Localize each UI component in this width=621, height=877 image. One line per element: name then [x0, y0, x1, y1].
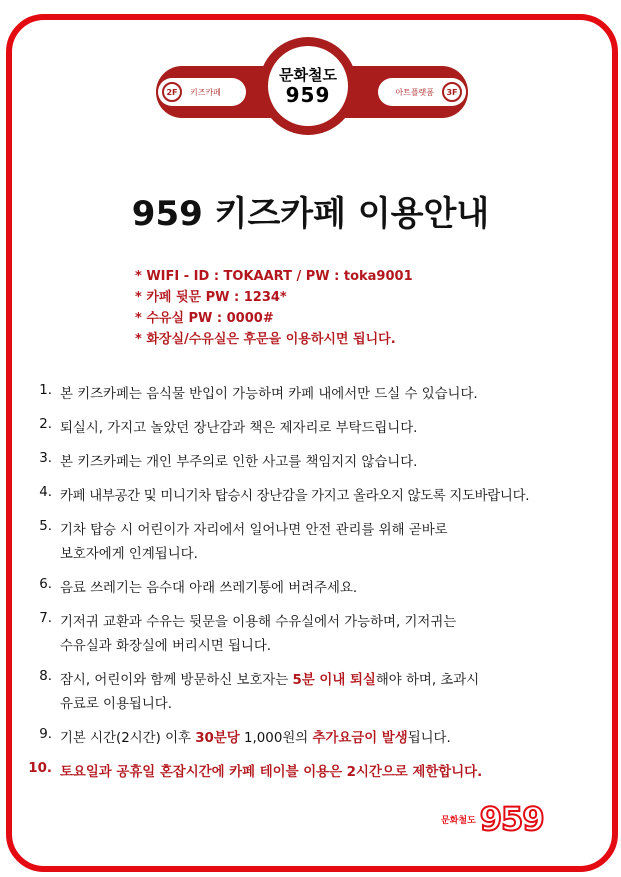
rule-text: 카페 내부공간 및 미니기차 탑승시 장난감을 가지고 올라오지 않도록 지도바랍니다.	[60, 489, 530, 504]
rule-text: 기본 시간(2시간) 이후 30분당 1,000원의 추가요금이 발생됩니다.	[60, 731, 451, 746]
station-number: 959	[285, 83, 331, 107]
rule-number: 5.	[39, 519, 52, 534]
rule-text: 잠시, 어린이와 함께 방문하신 보호자는 5분 이내 퇴실해야 하며, 초과시	[60, 673, 480, 688]
rule-text: 기차 탑승 시 어린이가 자리에서 일어나면 안전 관리를 위해 곧바로	[60, 523, 448, 538]
rule-item	[28, 761, 608, 785]
right-floor-badge: 3F	[442, 82, 462, 102]
rule-item	[28, 577, 608, 601]
left-station-label: 키즈카페	[190, 87, 221, 97]
rule-item	[28, 669, 608, 717]
rule-text: 퇴실시, 가지고 놀았던 장난감과 책은 제자리로 부탁드립니다.	[60, 421, 418, 436]
rule-item	[28, 383, 608, 407]
rule-number: 9.	[39, 727, 52, 742]
rule-number: 4.	[39, 485, 52, 500]
info-list	[135, 266, 413, 350]
rule-number: 3.	[39, 451, 52, 466]
left-station-pill	[158, 78, 246, 106]
rule-text: 수유실과 화장실에 버리시면 됩니다.	[60, 639, 272, 654]
rule-item	[28, 417, 608, 441]
rule-number: 10.	[28, 761, 52, 776]
rule-item	[28, 727, 608, 751]
rule-number: 7.	[39, 611, 52, 626]
info-item: * WIFI - ID : TOKAART / PW : toka9001	[135, 269, 413, 284]
rule-text: 본 키즈카페는 개인 부주의로 인한 사고를 책임지지 않습니다.	[60, 455, 418, 470]
rule-item	[28, 451, 608, 475]
logo-small-text: 문화철도	[441, 815, 476, 826]
info-item: * 카페 뒷문 PW : 1234*	[135, 290, 287, 305]
left-floor-badge: 2F	[162, 82, 182, 102]
rule-text: 음료 쓰레기는 음수대 아래 쓰레기통에 버려주세요.	[60, 581, 358, 596]
rule-item	[28, 519, 608, 567]
right-station-pill	[378, 78, 466, 106]
rule-item	[28, 485, 608, 509]
rule-number: 6.	[39, 577, 52, 592]
rule-text: 토요일과 공휴일 혼잡시간에 카페 테이블 이용은 2시간으로 제한합니다.	[60, 765, 483, 780]
info-item: * 화장실/수유실은 후문을 이용하시면 됩니다.	[135, 332, 396, 347]
station-sign-inner	[268, 46, 348, 126]
page-title: 959 키즈카페 이용안내	[131, 194, 490, 234]
rule-text: 보호자에게 인계됩니다.	[60, 547, 198, 562]
rule-text: 유료로 이용됩니다.	[60, 697, 172, 712]
logo-number: 959	[479, 800, 544, 838]
highlight-text: 30분당	[195, 731, 240, 746]
brand-logo	[441, 800, 559, 838]
highlight-text: 추가요금이 발생	[312, 731, 408, 746]
info-item: * 수유실 PW : 0000#	[135, 311, 274, 326]
rules-list	[28, 383, 608, 785]
rule-number: 8.	[39, 669, 52, 684]
station-name: 문화철도	[279, 66, 337, 84]
right-station-label: 아트플랫폼	[395, 87, 434, 97]
rule-item	[28, 611, 608, 659]
highlight-text: 5분 이내 퇴실	[292, 673, 376, 688]
rule-number: 1.	[39, 383, 52, 398]
rule-text: 본 키즈카페는 음식물 반입이 가능하며 카페 내에서만 드실 수 있습니다.	[60, 387, 478, 402]
rule-number: 2.	[39, 417, 52, 432]
rule-text: 기저귀 교환과 수유는 뒷문을 이용해 수유실에서 가능하며, 기저귀는	[60, 615, 457, 630]
station-sign-circle	[259, 37, 357, 135]
